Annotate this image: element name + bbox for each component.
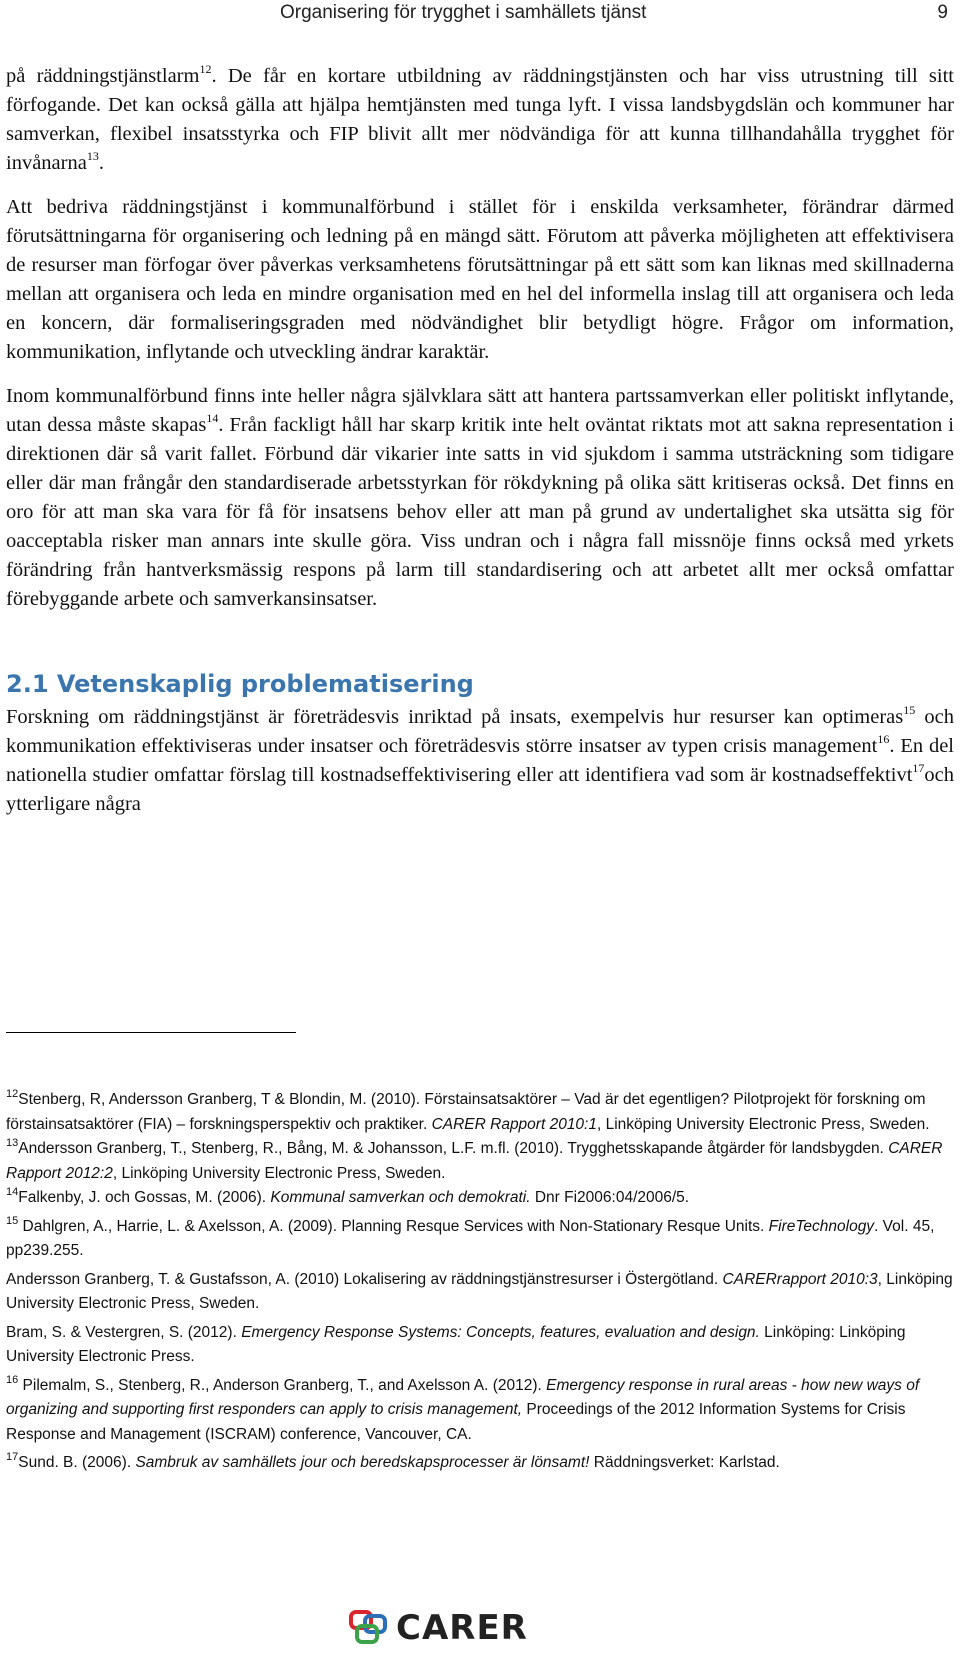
footnote-ref-14[interactable]: 14 [206, 411, 219, 425]
footnote-15-continued [6, 1268, 954, 1317]
section-heading: 2.1 Vetenskaplig problematisering [6, 670, 474, 698]
footnote-text: Räddningsverket: Karlstad. [589, 1454, 780, 1471]
footnote-16 [6, 1374, 954, 1448]
carer-logo [348, 1604, 548, 1650]
paragraph-4-text-b: och kommunikation effektiviseras under insatser och företrädesvis större insatser av typen crisis management [6, 706, 954, 757]
logo-text: CARER [396, 1608, 528, 1648]
paragraph-2: Att bedriva räddningstjänst i kommunalförbund i stället för i enskilda verksamheter, förändrar därmed förutsättningarna för organisering och ledning på en mängd sätt. Förutom att påverka möjligheten att effektivisera de resurser man förfogar över påverkas verksamhetens förutsättningar på ett sätt som kan liknas med skillnaderna mellan att organisera och leda en mindre organisation med en hel del informella inslag till att organisera och leda en koncern, där formaliseringsgraden med nödvändighet blir betydligt högre. Frågor om information, kommunikation, inflytande och utveckling ändrar karaktär. [6, 196, 954, 363]
footnote-number: 16 [6, 1373, 19, 1386]
footnote-italic: Emergency response in rural areas - how new ways of organizing and supporting first responders can apply to crisis management, [6, 1376, 920, 1418]
footnote-italic: FireTechnology [768, 1217, 875, 1235]
running-header [280, 0, 960, 30]
paragraph-3-text-b: . Från fackligt håll har skarp kritik inte helt oväntat riktats mot att sakna representation i direktionen där så varit fallet. Förbund där vikarier inte satts in vid sjukdom i samma utsträckning som tidigare eller där man frångår den standardiserade arbetsstyrkan för rökdykning på olika sätt kritiseras också. Det finns en oro för att man ska vara för få för insatsens behov eller att man på grund av undertalighet ska utsätta sig för oacceptabla risker man annars inte skulle göra. Viss undran och i några fall missnöje finns också med yrkets förändring från hantverksmässig respons på larm till standardisering och att arbetet allt mer också omfattar förebyggande arbete och samverkansinsatser. [6, 414, 954, 610]
footnote-14 [6, 1186, 954, 1211]
header-title: Organisering för trygghet i samhällets tjänst [280, 2, 647, 23]
footnote-text: Dnr Fi2006:04/2006/5. [530, 1189, 690, 1206]
footnote-text: , Linköping University Electronic Press, Sweden. [112, 1164, 446, 1182]
footnote-ref-16[interactable]: 16 [877, 732, 890, 746]
paragraph-1-text-c: . [98, 152, 104, 174]
footnote-15-continued-2 [6, 1321, 954, 1370]
footnote-italic: Kommunal samverkan och demokrati. [270, 1189, 531, 1206]
footnote-text: , Linköping University Electronic Press, Sweden. [6, 1270, 953, 1312]
footnote-13 [6, 1137, 954, 1186]
paragraph-4-text-c: . En del nationella studier omfattar förslag till kostnadseffektivisering eller att identifiera vad som är kostnadseffektivt [6, 735, 954, 786]
footnote-ref-12[interactable]: 12 [199, 62, 212, 76]
footnote-number: 14 [6, 1186, 19, 1198]
footnote-text: Falkenby, J. och Gossas, M. (2006). [18, 1189, 271, 1206]
body-text [6, 62, 954, 834]
carer-logo-mark-icon [348, 1606, 390, 1648]
footnote-12 [6, 1088, 954, 1137]
paragraph-4-text-d: och ytterligare några [6, 764, 954, 815]
footnote-separator [6, 1032, 296, 1033]
footnote-number: 13 [6, 1137, 19, 1149]
footnote-text: Bram, S. & Vestergren, S. (2012). [6, 1323, 242, 1341]
paragraph-4 [6, 703, 954, 819]
footnote-number: 12 [6, 1088, 19, 1100]
footnote-17 [6, 1451, 954, 1476]
paragraph-3 [6, 382, 954, 614]
footnote-text: Linköping: Linköping University Electronic Press. [6, 1323, 906, 1365]
footnote-italic: Sambruk av samhällets jour och beredskapsprocesser är lönsamt! [135, 1454, 590, 1471]
footnote-text: Andersson Granberg, T., Stenberg, R., Bång, M. & Johansson, L.F. m.fl. (2010). Trygghetsskapande åtgärder för landsbygden. [18, 1140, 889, 1157]
footnote-text: Sund. B. (2006). [18, 1454, 136, 1471]
footnote-text: , Linköping University Electronic Press, Sweden. [596, 1115, 930, 1133]
footnote-ref-13[interactable]: 13 [86, 149, 99, 163]
footnote-italic: Emergency Response Systems: Concepts, features, evaluation and design. [241, 1323, 760, 1341]
footnote-text: Stenberg, R, Andersson Granberg, T & Blondin, M. (2010). Förstainsatsaktörer – Vad är det egentligen? Pilotprojekt för forskning om förstainsatsaktörer (FIA) – forskningsperspektiv och praktiker. [6, 1091, 926, 1133]
footnote-ref-17[interactable]: 17 [912, 761, 925, 775]
footnote-italic: CARER Rapport 2010:1 [431, 1115, 597, 1133]
footnote-text: Pilemalm, S., Stenberg, R., Anderson Granberg, T., and Axelsson A. (2012). [18, 1376, 547, 1394]
paragraph-1-text-b: . De får en kortare utbildning av räddningstjänsten och har viss utrustning till sitt förfogande. Det kan också gälla att hjälpa hemtjänsten med tunga lyft. I vissa landsbygdslän och kommuner har samverkan, flexibel insatsstyrka och FIP blivit allt mer nödvändiga för att kunna tillhandahålla trygghet för invånarna [6, 65, 954, 174]
footnote-text: Andersson Granberg, T. & Gustafsson, A. (2010) Lokalisering av räddningstjänstresurser i Östergötland. [6, 1270, 723, 1288]
paragraph-1 [6, 62, 954, 178]
paragraph-4-text-a: Forskning om räddningstjänst är företrädesvis inriktad på insats, exempelvis hur resurser kan optimeras [6, 706, 904, 728]
footnote-15 [6, 1215, 954, 1264]
page-number: 9 [937, 2, 948, 23]
footnote-text: Dahlgren, A., Harrie, L. & Axelsson, A. (2009). Planning Resque Services with Non-Stationary Resque Units. [18, 1217, 769, 1235]
footnote-italic: CARERrapport 2010:3 [722, 1270, 878, 1288]
footnote-ref-15[interactable]: 15 [903, 703, 916, 717]
footnote-number: 17 [6, 1451, 19, 1463]
footnotes [6, 1088, 954, 1476]
paragraph-1-text-a: på räddningstjänstlarm [6, 65, 200, 87]
footnote-text: . Vol. 45, pp239.255. [6, 1217, 935, 1259]
footnote-text: Proceedings of the 2012 Information Systems for Crisis Response and Management (ISCRAM) conference, Vancouver, CA. [6, 1401, 906, 1443]
footnote-italic: CARER Rapport 2012:2 [6, 1140, 943, 1182]
paragraph-3-text-a: Inom kommunalförbund finns inte heller några självklara sätt att hantera partssamverkan eller politiskt inflytande, utan dessa måste skapas [6, 385, 954, 436]
footnote-number: 15 [6, 1214, 19, 1227]
